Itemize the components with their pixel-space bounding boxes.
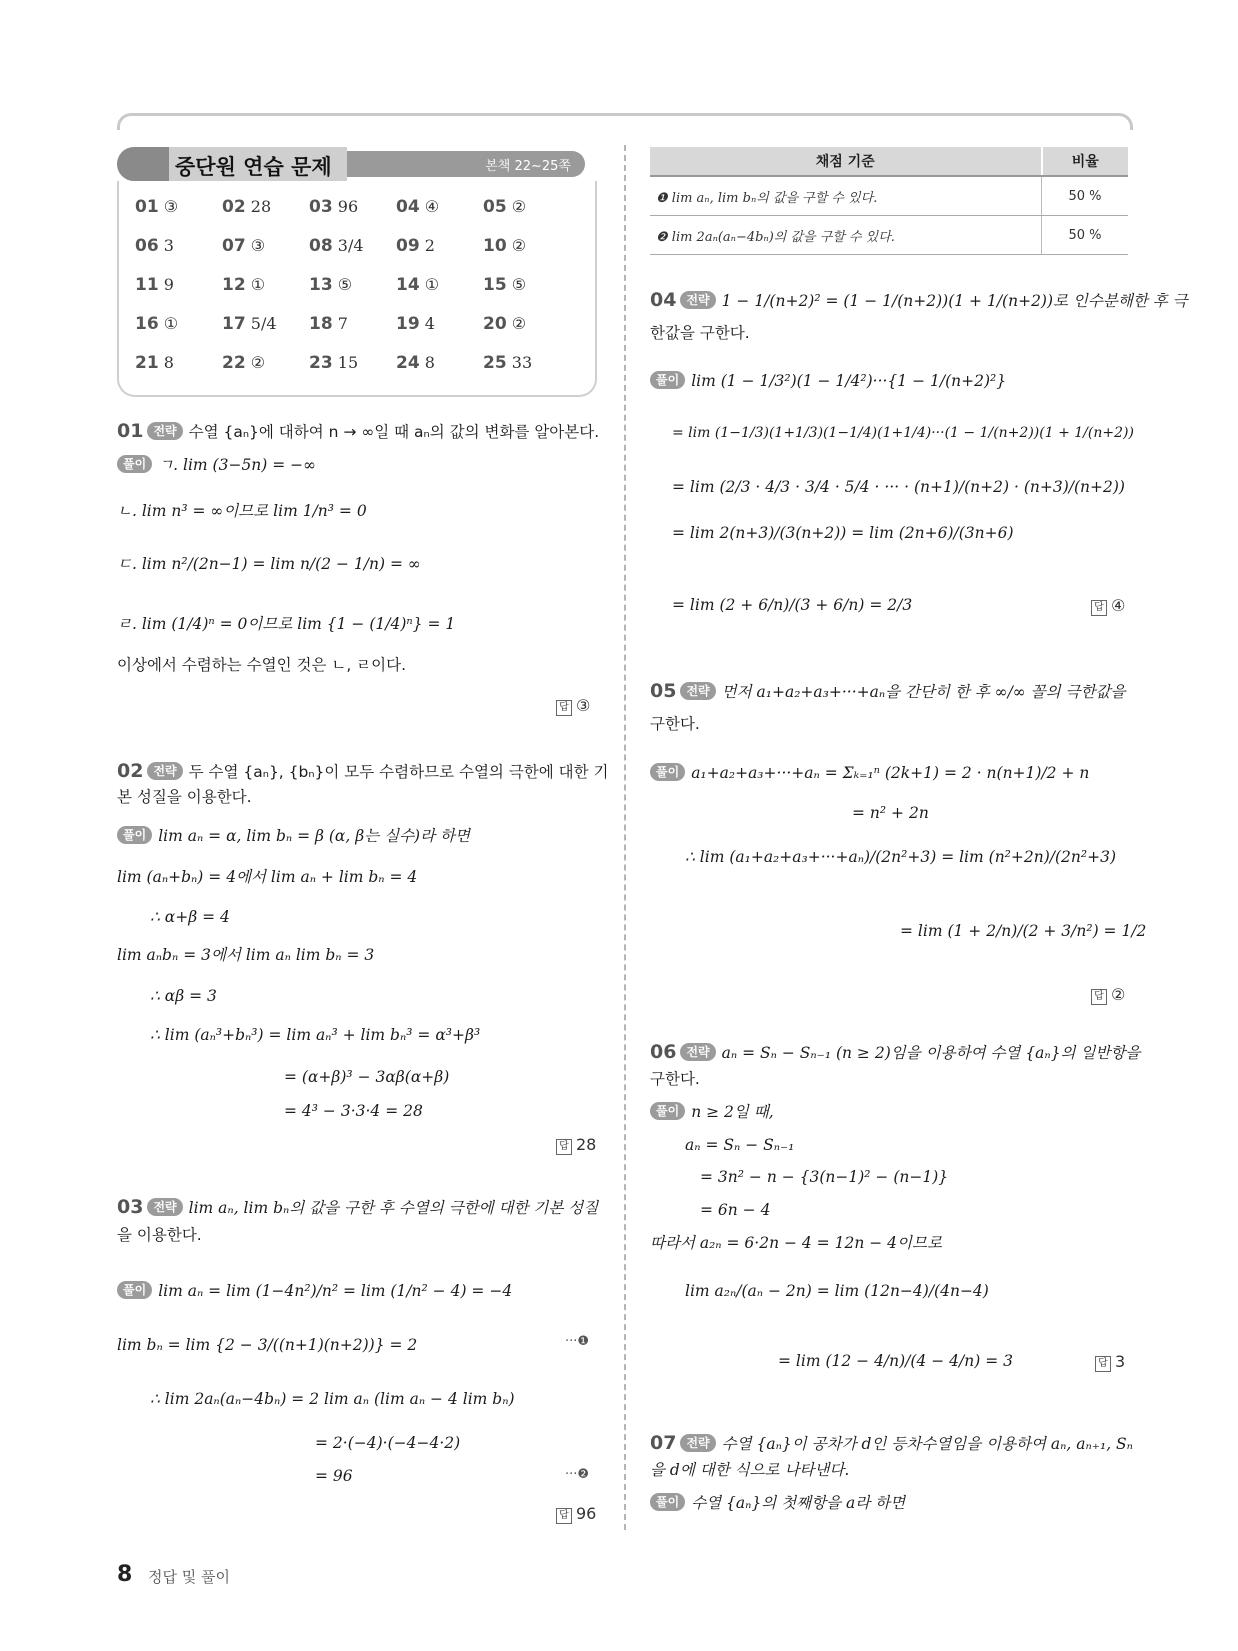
q04-line-5 (672, 594, 912, 616)
grading-ratio: 50 % (1042, 216, 1129, 255)
q06-strategy-cont (650, 1068, 700, 1090)
summary-answer-item (396, 236, 435, 256)
q05-strategy-1: 먼저 a₁+a₂+a₃+···+aₙ을 간단히 한 후 ∞/∞ 꼴의 극한값을 (721, 683, 1126, 701)
q07-strategy-cont (650, 1459, 849, 1481)
summary-answer-item (135, 236, 174, 256)
q06-line-1-text: n ≥ 2일 때, (691, 1103, 774, 1121)
summary-answer-item (222, 314, 277, 334)
q02-line-5 (150, 985, 217, 1007)
summary-answer-value: ① (163, 314, 179, 333)
solution-tag: 풀이 (117, 826, 152, 844)
summary-answer-value: 96 (337, 197, 359, 216)
solution-tag: 풀이 (650, 1493, 685, 1511)
summary-answer-value: ① (250, 275, 266, 294)
summary-answer-item (135, 314, 178, 334)
solution-tag: 풀이 (117, 455, 152, 473)
summary-answer-item (483, 275, 526, 295)
q01-line-2 (117, 500, 367, 522)
q02-strategy-2: 본 성질을 이용한다. (117, 788, 252, 806)
summary-answer-item (483, 314, 526, 334)
summary-answer-value: 2 (424, 236, 435, 255)
summary-title-pill (117, 147, 347, 181)
summary-answer-number: 16 (135, 314, 159, 334)
q07-strategy-2: 을 d에 대한 식으로 나타낸다. (650, 1461, 850, 1479)
q04-line-2-text: = lim (1−1/3)(1+1/3)(1−1/4)(1+1/4)···(1 − 1/(n+2))(1 + 1/(n+2)) (672, 425, 1134, 441)
q03-answer (556, 1504, 596, 1524)
summary-answer-item (396, 275, 439, 295)
q05-strategy-2: 구한다. (650, 715, 700, 733)
grading-ratio: 50 % (1042, 176, 1129, 216)
summary-answer-item (309, 197, 358, 217)
q04-answer (1091, 596, 1125, 616)
q02-strategy-1: 두 수열 {aₙ}, {bₙ}이 모두 수렴하므로 수열의 극한에 대한 기 (188, 763, 609, 781)
q02-number: 02 (117, 760, 144, 782)
summary-answer-number: 24 (396, 353, 420, 373)
q03-line-4 (315, 1432, 460, 1454)
summary-answer-number: 03 (309, 197, 333, 217)
summary-answer-value: ② (511, 314, 527, 333)
summary-answer-number: 20 (483, 314, 507, 334)
q07-number: 07 (650, 1432, 677, 1454)
q05-line-1 (650, 762, 1089, 784)
grading-row (650, 216, 1128, 255)
summary-answer-value: 7 (337, 314, 348, 333)
q06-line-6 (685, 1280, 989, 1302)
summary-answer-item (396, 353, 435, 373)
q05-line-2 (852, 802, 929, 824)
q03-number: 03 (117, 1196, 144, 1218)
q04-strategy-1: 1 − 1/(n+2)² = (1 − 1/(n+2))(1 + 1/(n+2))로 인수분해한 후 극 (721, 292, 1188, 310)
summary-answer-item (222, 197, 271, 217)
q05-line-3-text: ∴ lim (a₁+a₂+a₃+···+aₙ)/(2n²+3) = lim (n²+2n)/(2n²+3) (685, 848, 1116, 866)
q05-line-2-text: = n² + 2n (852, 804, 929, 822)
solution-tag: 풀이 (650, 1102, 685, 1120)
q05-answer-value: ② (1111, 985, 1126, 1004)
q01-line-4-text: ㄹ. lim (1/4)ⁿ = 0이므로 lim {1 − (1/4)ⁿ} = 1 (117, 615, 456, 633)
summary-answer-item (483, 236, 526, 256)
q05-answer (1091, 985, 1125, 1005)
answer-summary-box (117, 181, 597, 397)
q03-line-3-text: ∴ lim 2aₙ(aₙ−4bₙ) = 2 lim aₙ (lim aₙ − 4 lim bₙ) (150, 1390, 515, 1408)
q02-line-1-text: lim aₙ = α, lim bₙ = β (α, β는 실수)라 하면 (158, 827, 470, 845)
summary-answer-item (135, 353, 174, 373)
q05-line-4 (900, 920, 1146, 942)
page-number: 8 (117, 1562, 133, 1587)
q02-line-3 (150, 906, 230, 928)
q04-line-4-text: = lim 2(n+3)/(3(n+2)) = lim (2n+6)/(3n+6) (672, 524, 1014, 542)
q06-strategy-1: aₙ = Sₙ − Sₙ₋₁ (n ≥ 2)임을 이용하여 수열 {aₙ}의 일반항을 (721, 1044, 1141, 1062)
q01-line-5 (117, 654, 406, 676)
q06-line-2 (685, 1134, 794, 1156)
column-divider (624, 145, 626, 1530)
q04-line-2 (672, 422, 1134, 444)
q01-line-4 (117, 613, 455, 635)
summary-answer-number: 05 (483, 197, 507, 217)
q05-strategy-cont (650, 713, 700, 735)
q02-answer-value: 28 (576, 1135, 597, 1154)
q02-line-4 (117, 944, 374, 966)
grading-table (650, 147, 1128, 255)
summary-reference: 본책 22~25쪽 (485, 159, 571, 174)
q07-line-1-text: 수열 {aₙ}의 첫째항을 a라 하면 (691, 1494, 906, 1512)
summary-answer-number: 02 (222, 197, 246, 217)
q01-answer-value: ③ (576, 696, 591, 715)
q05-number: 05 (650, 680, 677, 702)
q02-strategy-line (117, 760, 609, 783)
summary-answer-number: 08 (309, 236, 333, 256)
q03-line-3 (150, 1388, 515, 1410)
q06-line-4-text: = 6n − 4 (700, 1201, 771, 1219)
solution-tag: 풀이 (117, 1281, 152, 1299)
summary-answer-item (135, 197, 178, 217)
strategy-tag: 전략 (680, 682, 715, 700)
summary-answer-item (222, 353, 265, 373)
q02-line-2-text: lim (aₙ+bₙ) = 4에서 lim aₙ + lim bₙ = 4 (117, 868, 418, 886)
summary-answer-value: ⑤ (337, 275, 353, 294)
q04-strategy-2: 한값을 구한다. (650, 324, 750, 342)
grading-header-ratio: 비율 (1042, 147, 1129, 176)
summary-reference-pill (347, 151, 585, 177)
q03-line-5-text: = 96 (315, 1467, 353, 1485)
strategy-tag: 전략 (680, 1434, 715, 1452)
q01-answer (556, 696, 590, 716)
summary-answer-value: ③ (163, 197, 179, 216)
q04-line-5-text: = lim (2 + 6/n)/(3 + 6/n) = 2/3 (672, 596, 913, 614)
summary-answer-value: ① (424, 275, 440, 294)
q06-line-5 (650, 1232, 942, 1254)
summary-answer-item (222, 275, 265, 295)
top-rule (117, 113, 1133, 130)
grading-row (650, 176, 1128, 216)
q06-line-4 (700, 1199, 770, 1221)
q01-line-3 (117, 553, 421, 575)
answer-icon: 답 (556, 1139, 572, 1155)
q04-answer-value: ④ (1111, 596, 1126, 615)
q06-line-2-text: aₙ = Sₙ − Sₙ₋₁ (685, 1136, 795, 1154)
q02-line-5-text: ∴ αβ = 3 (150, 987, 217, 1005)
summary-answer-number: 23 (309, 353, 333, 373)
summary-answer-value: 15 (337, 353, 359, 372)
summary-answer-value: 5/4 (250, 314, 277, 333)
summary-answer-item (309, 314, 348, 334)
summary-answer-number: 11 (135, 275, 159, 295)
solution-tag: 풀이 (650, 371, 685, 389)
q07-strategy-line (650, 1432, 1133, 1455)
q02-line-8 (284, 1100, 423, 1122)
summary-header (117, 147, 595, 181)
q02-line-2 (117, 866, 417, 888)
q07-strategy-1: 수열 {aₙ}이 공차가 d인 등차수열임을 이용하여 aₙ, aₙ₊₁, Sₙ (721, 1435, 1133, 1453)
summary-answer-number: 25 (483, 353, 507, 373)
q06-line-6-text: lim a₂ₙ/(aₙ − 2n) = lim (12n−4)/(4n−4) (685, 1282, 989, 1300)
summary-answer-item (309, 353, 358, 373)
q03-strategy-2: 을 이용한다. (117, 1226, 202, 1244)
q06-answer-value: 3 (1115, 1352, 1126, 1371)
q03-answer-value: 96 (576, 1504, 597, 1523)
q01-line-2-text: ㄴ. lim n³ = ∞이므로 lim 1/n³ = 0 (117, 502, 367, 520)
q01-line-5-text: 이상에서 수렴하는 수열인 것은 ㄴ, ㄹ이다. (117, 656, 407, 674)
summary-answer-value: 28 (250, 197, 272, 216)
answer-icon: 답 (556, 1508, 572, 1524)
q04-number: 04 (650, 289, 677, 311)
summary-answer-value: 8 (424, 353, 435, 372)
q02-line-1 (117, 825, 470, 847)
q03-strategy-line (117, 1196, 598, 1219)
q06-strategy-2: 구한다. (650, 1070, 700, 1088)
q01-line-1 (117, 454, 316, 476)
summary-answer-item (483, 197, 526, 217)
answer-icon: 답 (1095, 1356, 1111, 1372)
q06-line-1 (650, 1101, 774, 1123)
q02-answer (556, 1135, 596, 1155)
q03-strategy-cont (117, 1224, 202, 1246)
q02-line-4-text: lim aₙbₙ = 3에서 lim aₙ lim bₙ = 3 (117, 946, 375, 964)
summary-answer-value: ② (511, 197, 527, 216)
summary-answer-number: 22 (222, 353, 246, 373)
strategy-tag: 전략 (147, 422, 182, 440)
q07-line-1 (650, 1492, 905, 1514)
q05-strategy-line (650, 680, 1125, 703)
summary-answer-item (222, 236, 265, 256)
q03-mark-1: ···❶ (565, 1334, 590, 1349)
q06-number: 06 (650, 1041, 677, 1063)
q02-line-7 (284, 1066, 449, 1088)
summary-answer-item (135, 275, 174, 295)
summary-answer-value: 3/4 (337, 236, 364, 255)
q06-line-3 (700, 1166, 948, 1188)
summary-answer-value: 4 (424, 314, 435, 333)
summary-answer-value: ② (511, 236, 527, 255)
q01-line-1-text: ㄱ. lim (3−5n) = −∞ (158, 456, 317, 474)
summary-answer-value: 3 (163, 236, 174, 255)
summary-answer-item (396, 314, 435, 334)
summary-answer-number: 04 (396, 197, 420, 217)
q05-line-3 (685, 846, 1116, 868)
summary-answer-number: 21 (135, 353, 159, 373)
q03-line-1 (117, 1280, 512, 1302)
q04-line-3-text: = lim (2/3 · 4/3 · 3/4 · 5/4 · ··· · (n+1)/(n+2) · (n+3)/(n+2)) (672, 478, 1125, 496)
strategy-tag: 전략 (680, 1043, 715, 1061)
summary-answer-number: 06 (135, 236, 159, 256)
answer-icon: 답 (1091, 989, 1107, 1005)
summary-answer-number: 10 (483, 236, 507, 256)
grading-criterion: ❶ lim aₙ, lim bₙ의 값을 구할 수 있다. (650, 176, 1042, 216)
q02-line-3-text: ∴ α+β = 4 (150, 908, 230, 926)
grading-criterion: ❷ lim 2aₙ(aₙ−4bₙ)의 값을 구할 수 있다. (650, 216, 1042, 255)
q05-line-4-text: = lim (1 + 2/n)/(2 + 3/n²) = 1/2 (900, 922, 1147, 940)
q01-strategy: 수열 {aₙ}에 대하여 n → ∞일 때 aₙ의 값의 변화를 알아본다. (188, 423, 600, 441)
summary-answer-value: ④ (424, 197, 440, 216)
summary-answer-number: 01 (135, 197, 159, 217)
footer-label: 정답 및 풀이 (148, 1568, 230, 1586)
q06-answer (1095, 1352, 1125, 1372)
q02-line-6-text: ∴ lim (aₙ³+bₙ³) = lim aₙ³ + lim bₙ³ = α³+β³ (150, 1026, 481, 1044)
strategy-tag: 전략 (680, 291, 715, 309)
summary-answer-item (483, 353, 532, 373)
answer-icon: 답 (556, 700, 572, 716)
summary-answer-value: 8 (163, 353, 174, 372)
q06-line-3-text: = 3n² − n − {3(n−1)² − (n−1)} (700, 1168, 949, 1186)
summary-answer-number: 14 (396, 275, 420, 295)
q04-line-1-text: lim (1 − 1/3²)(1 − 1/4²)···{1 − 1/(n+2)²} (691, 372, 1007, 390)
q02-line-6 (150, 1024, 480, 1046)
q01-line-3-text: ㄷ. lim n²/(2n−1) = lim n/(2 − 1/n) = ∞ (117, 555, 421, 573)
q06-line-7-text: = lim (12 − 4/n)/(4 − 4/n) = 3 (778, 1352, 1013, 1370)
q03-line-4-text: = 2·(−4)·(−4−4·2) (315, 1434, 461, 1452)
q06-line-7 (778, 1350, 1013, 1372)
answer-icon: 답 (1091, 600, 1107, 616)
summary-answer-number: 12 (222, 275, 246, 295)
solution-tag: 풀이 (650, 763, 685, 781)
q02-strategy-cont (117, 786, 252, 808)
summary-answer-item (396, 197, 439, 217)
summary-answer-number: 19 (396, 314, 420, 334)
q04-line-1 (650, 370, 1006, 392)
summary-answer-value: ⑤ (511, 275, 527, 294)
summary-answer-value: 9 (163, 275, 174, 294)
summary-answer-value: 33 (511, 353, 533, 372)
q04-strategy-cont (650, 322, 750, 344)
q06-line-5-text: 따라서 a₂ₙ = 6·2n − 4 = 12n − 4이므로 (650, 1234, 942, 1252)
q03-strategy-1: lim aₙ, lim bₙ의 값을 구한 후 수열의 극한에 대한 기본 성질 (188, 1199, 599, 1217)
summary-title-accent (117, 147, 169, 181)
summary-answer-number: 07 (222, 236, 246, 256)
q04-strategy-line (650, 289, 1188, 312)
summary-answer-number: 09 (396, 236, 420, 256)
summary-answer-value: ② (250, 353, 266, 372)
q02-line-7-text: = (α+β)³ − 3αβ(α+β) (284, 1068, 450, 1086)
grading-header-criterion: 채점 기준 (650, 147, 1042, 176)
summary-answer-value: ③ (250, 236, 266, 255)
q04-line-4 (672, 522, 1014, 544)
q06-strategy-line (650, 1041, 1140, 1064)
summary-answer-number: 13 (309, 275, 333, 295)
q04-line-3 (672, 476, 1125, 498)
strategy-tag: 전략 (147, 1198, 182, 1216)
summary-answer-number: 15 (483, 275, 507, 295)
summary-answer-number: 17 (222, 314, 246, 334)
q03-line-2 (117, 1334, 417, 1356)
q03-mark-2: ···❷ (565, 1467, 590, 1482)
q03-line-5 (315, 1465, 353, 1487)
q03-line-2-text: lim bₙ = lim {2 − 3/((n+1)(n+2))} = 2 (117, 1336, 418, 1354)
summary-answer-item (309, 236, 364, 256)
strategy-tag: 전략 (147, 762, 182, 780)
q05-line-1-text: a₁+a₂+a₃+···+aₙ = Σₖ₌₁ⁿ (2k+1) = 2 · n(n+1)/2 + n (691, 764, 1090, 782)
summary-answer-item (309, 275, 352, 295)
q02-line-8-text: = 4³ − 3·3·4 = 28 (284, 1102, 423, 1120)
grading-header-row (650, 147, 1128, 176)
summary-answer-number: 18 (309, 314, 333, 334)
summary-title: 중단원 연습 문제 (175, 155, 332, 179)
q01-number: 01 (117, 420, 144, 442)
q03-line-1-text: lim aₙ = lim (1−4n²)/n² = lim (1/n² − 4) = −4 (158, 1282, 513, 1300)
q01-strategy-line (117, 420, 599, 443)
